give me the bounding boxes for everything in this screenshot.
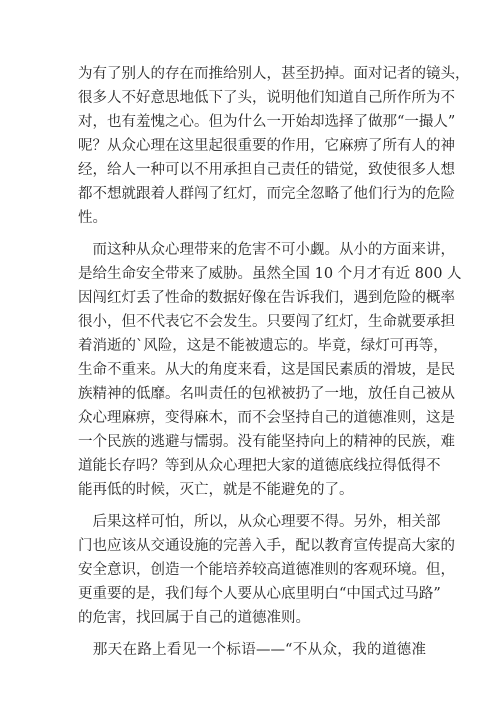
text-line: 道能长存吗？等到从众心理把大家的道德底线拉得低得不 bbox=[78, 458, 441, 474]
text-line: 因闯红灯丢了性命的数据好像在告诉我们，遇到危险的概率 bbox=[78, 290, 455, 306]
text-line: 能再低的时候，灭亡，就是不能避免的了。 bbox=[78, 482, 354, 498]
text-line: 很多人不好意思地低下了头，说明他们知道自己所作所为不 bbox=[78, 90, 455, 106]
text-line: 经，给人一种可以不用承担自己责任的错觉，致使很多人想 bbox=[78, 162, 455, 178]
text-line: 都不想就跟着人群闯了红灯，而完全忽略了他们行为的危险 bbox=[78, 186, 455, 202]
text-line: 的危害，找回属于自己的道德准则。 bbox=[78, 610, 310, 626]
text-line: 安全意识，创造一个能培养较高道德准则的客观环境。但， bbox=[78, 562, 455, 578]
text-line: 对，也有羞愧之心。但为什么一开始却选择了做那“一撮人” bbox=[78, 114, 456, 130]
text-line: 性。 bbox=[78, 210, 107, 226]
paragraph-4 bbox=[78, 638, 426, 662]
text-line: 生命不重来。从大的角度来看，这是国民素质的滑坡，是民 bbox=[78, 362, 455, 378]
text-line: 后果这样可怕，所以，从众心理要不得。另外，相关部 bbox=[78, 514, 441, 530]
text-line: 更重要的是，我们每个人要从心底里明白“中国式过马路” bbox=[78, 586, 441, 602]
document-body bbox=[78, 62, 470, 662]
text-line: 很小，但不代表它不会发生。只要闯了红灯，生命就要承担 bbox=[78, 314, 455, 330]
paragraph-1 bbox=[78, 62, 470, 230]
text-line: 为有了别人的存在而推给别人，甚至扔掉。面对记者的镜头， bbox=[78, 66, 470, 82]
paragraph-3 bbox=[78, 510, 455, 630]
text-line: 那天在路上看见一个标语——“不从众，我的道德准 bbox=[78, 642, 426, 658]
text-line: 而这种从众心理带来的危害不可小觑。从小的方面来讲， bbox=[78, 242, 455, 258]
text-line: 众心理麻痹，变得麻木，而不会坚持自己的道德准则，这是 bbox=[78, 410, 455, 426]
text-line: 门也应该从交通设施的完善入手，配以教育宣传提高大家的 bbox=[78, 538, 455, 554]
text-line: 呢？从众心理在这里起很重要的作用，它麻痹了所有人的神 bbox=[78, 138, 455, 154]
text-line: 族精神的低靡。名叫责任的包袱被扔了一地，放任自己被从 bbox=[78, 386, 455, 402]
text-line: 一个民族的逃避与懦弱。没有能坚持向上的精神的民族，难 bbox=[78, 434, 455, 450]
paragraph-2 bbox=[78, 238, 462, 502]
paragraph-spacer bbox=[78, 502, 426, 510]
text-line: 是给生命安全带来了威胁。虽然全国 10 个月才有近 800 人 bbox=[78, 266, 462, 282]
paragraph-spacer bbox=[78, 630, 426, 638]
text-line: 着消逝的`风险，这是不能被遗忘的。毕竟，绿灯可再等， bbox=[78, 338, 448, 354]
paragraph-spacer bbox=[78, 230, 426, 238]
